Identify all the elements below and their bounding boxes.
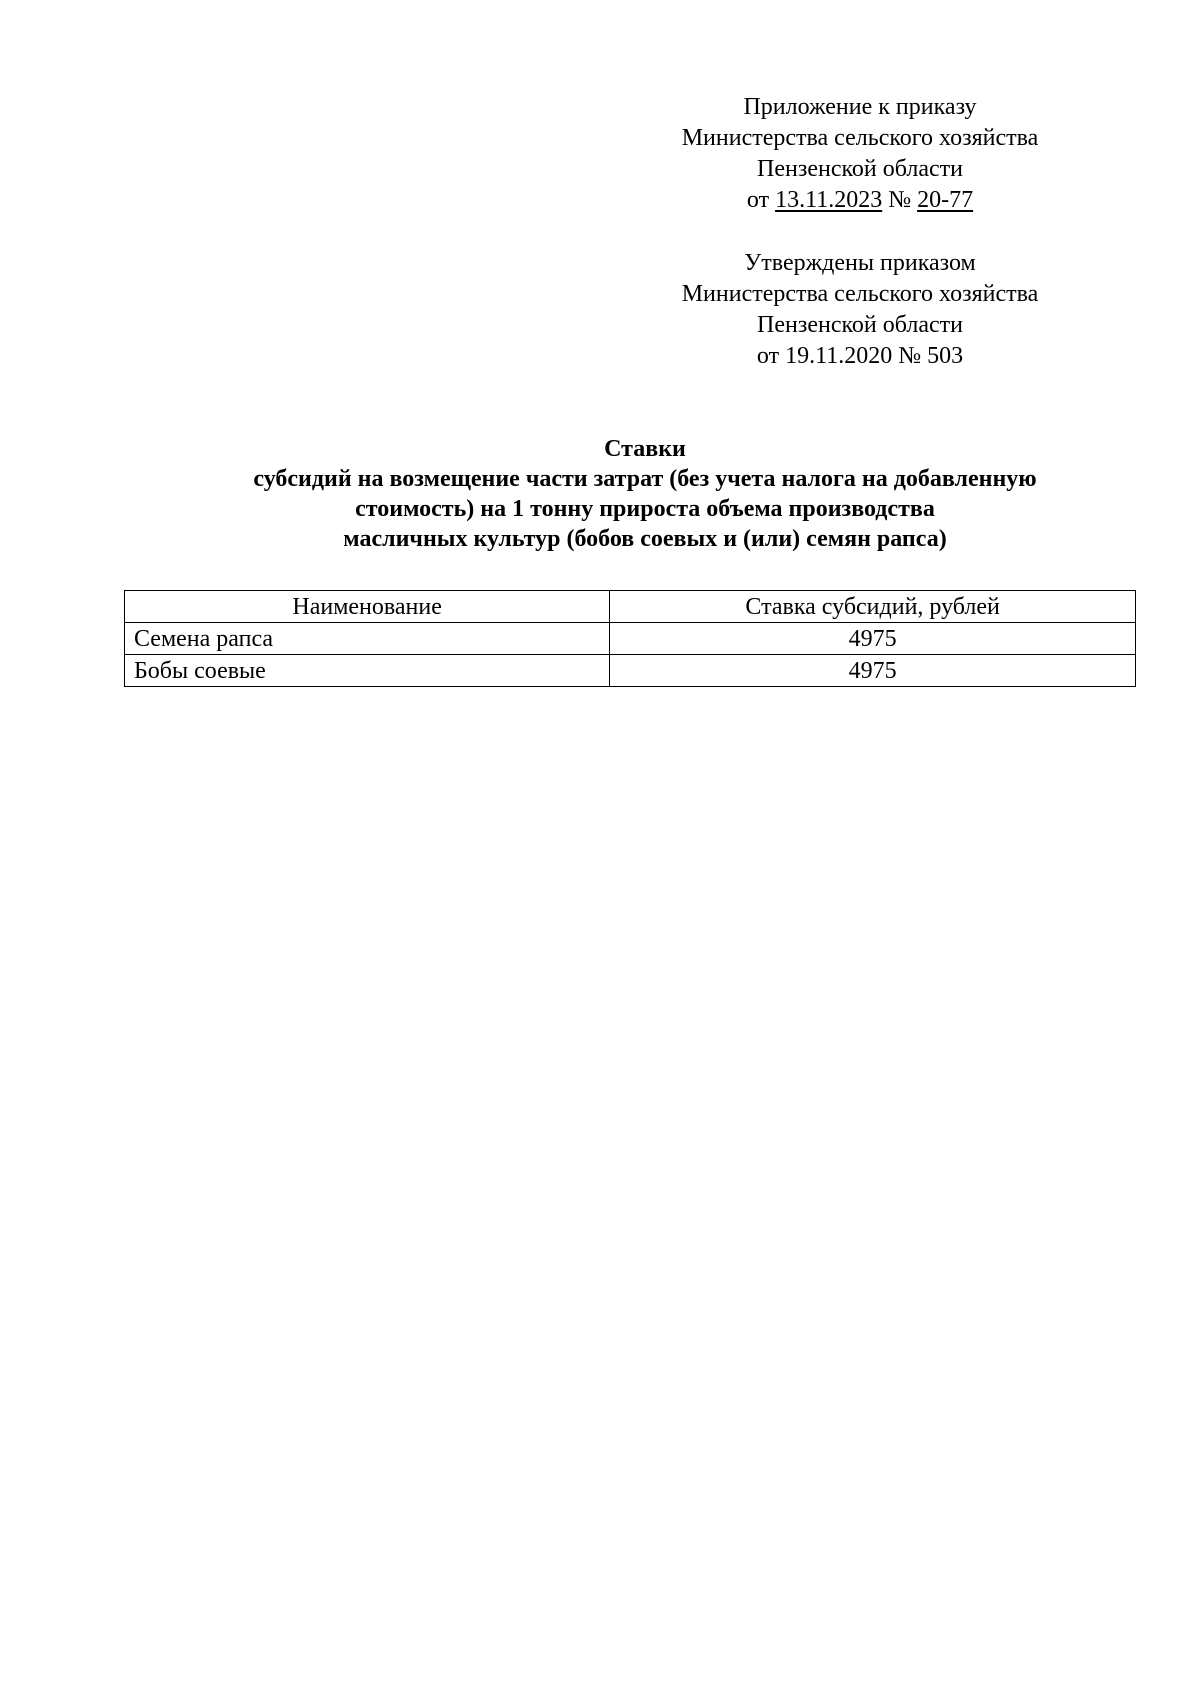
title-line-1: Ставки	[604, 436, 686, 462]
approval-reference	[620, 248, 1100, 372]
title-line-4: масличных культур (бобов соевых и (или) семян рапса)	[343, 526, 947, 552]
approval-line-2: Министерства сельского хозяйства	[681, 281, 1039, 307]
row-rate: 4975	[610, 623, 1136, 655]
row-rate: 4975	[610, 655, 1136, 687]
appendix-date-line	[620, 185, 1100, 216]
approval-line-3: Пензенской области	[757, 312, 963, 338]
table-header-row	[125, 591, 1136, 623]
row-name: Семена рапса	[125, 623, 610, 655]
appendix-line-3: Пензенской области	[757, 156, 963, 182]
table-row	[125, 655, 1136, 687]
approval-line-4: от 19.11.2020 № 503	[756, 343, 964, 369]
appendix-reference	[620, 92, 1100, 216]
appendix-date-prefix: от	[746, 187, 776, 213]
row-name: Бобы соевые	[125, 655, 610, 687]
appendix-line-2: Министерства сельского хозяйства	[681, 125, 1039, 151]
document-title	[120, 434, 1170, 554]
appendix-date: 13.11.2023	[775, 187, 883, 213]
subsidy-rates-table	[124, 590, 1136, 687]
header-rate: Ставка субсидий, рублей	[610, 591, 1136, 623]
appendix-number-sign: №	[882, 187, 918, 213]
title-line-3: стоимость) на 1 тонну прироста объема производства	[355, 496, 935, 522]
approval-line-1: Утверждены приказом	[744, 250, 976, 276]
table-row	[125, 623, 1136, 655]
appendix-number: 20-77	[917, 187, 974, 213]
title-line-2: субсидий на возмещение части затрат (без учета налога на добавленную	[253, 466, 1037, 492]
header-name: Наименование	[125, 591, 610, 623]
appendix-line-1: Приложение к приказу	[743, 94, 977, 120]
